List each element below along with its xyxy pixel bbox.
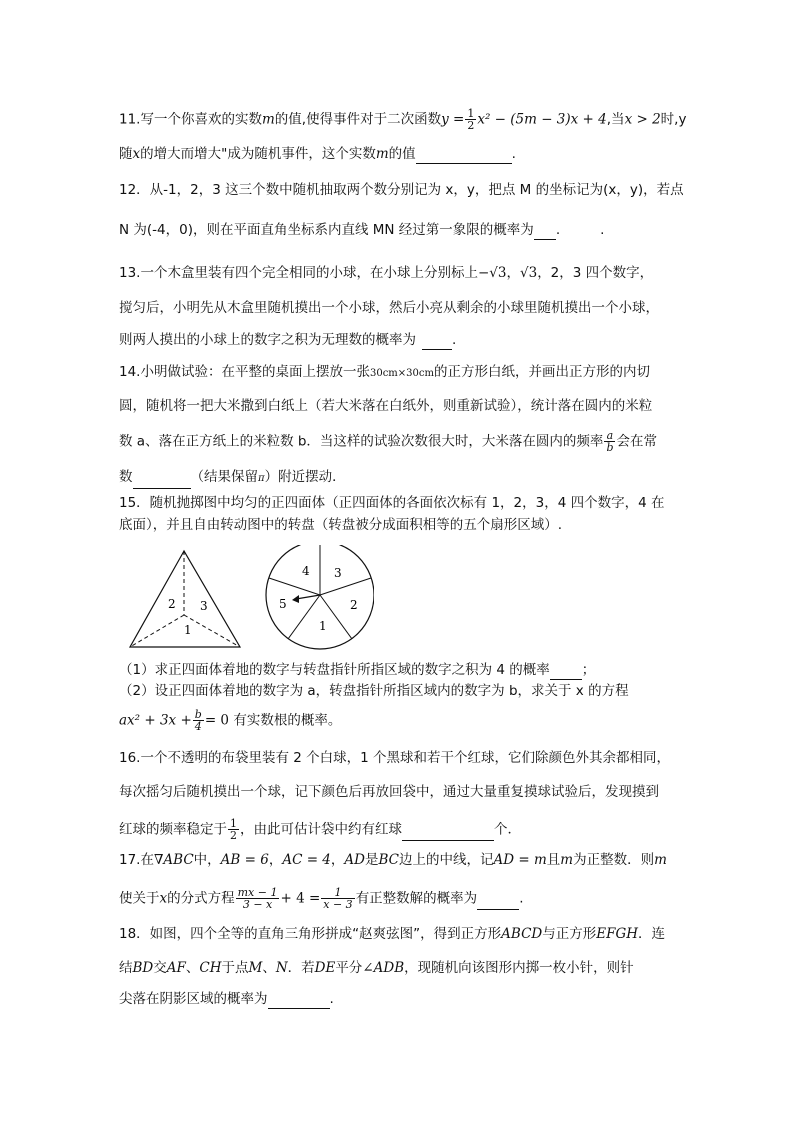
q18-angle: ∠ADB [362,960,405,976]
spinner-label-1: 1 [319,619,327,633]
q11-eq-post: x² − (5m − 3)x + 4 [477,111,607,128]
q18-l3-a: 尖落在阴影区域的概率为 [119,991,268,1007]
q12-l2-end: . [555,222,561,238]
q18-l2-g: 于点 [221,960,249,976]
q12-line1: 12．从-1，2，3 这三个数中随机抽取两个数分别记为 x，y，把点 M 的坐标记为(x，y)，若点 [119,182,684,198]
q17-l2-b: 的分式方程 [167,890,235,907]
q14-pi: π [258,473,265,484]
q18-l3-end: . [329,991,334,1007]
q17-ac: AC = 4 [282,852,331,868]
q17-j: 边上的中线，记 [398,852,494,868]
q14-line2: 圆，随机将一把大米撒到白纸上（若大米落在白纸外，则重新试验），统计落在圆内的米粒 [119,398,653,414]
q11-l2-x: x [132,146,141,162]
q17-m1: m [560,852,574,868]
q17-l: 且 [546,852,561,868]
q11-line1 [119,108,686,131]
q14-l4-b: （结果保留 [190,469,258,485]
q17-h: 是 [364,852,379,868]
q16-l3-a: 红球的频率稳定于 [119,821,227,838]
q14-l1-a: 14.小明做试验：在平整的桌面上摆放一张 [119,364,370,380]
q11-l2-end: . [511,146,516,162]
q18-de: DE [314,960,336,976]
q11-l2-b: 的增大而增大"成为随机事件，这个实数 [140,146,376,162]
q17-ad: AD [344,852,365,868]
q14-size: 30cm×30cm [369,368,434,379]
q15-line2: 底面），并且自由转动图中的转盘（转盘被分成面积相等的五个扇形区域）. [119,517,563,533]
q17-l2-end: . [519,890,524,907]
q18-line1 [119,924,665,944]
q11-eq-pre: y = [441,111,465,128]
q11-answer-blank[interactable] [416,149,512,164]
spinner-label-4: 4 [302,564,310,578]
q16-l3-b: ，由此可估计袋中约有红球 [240,821,402,838]
q13-sqrt3: √3 [519,265,538,281]
q11-l2-a: 随 [119,146,133,162]
q14-line3 [119,430,657,453]
q18-l2-m: 平分 [335,960,363,976]
q14-line4 [119,467,346,489]
q14-l4-a: 数 [119,469,133,485]
q15-part2: （2）设正四面体着地的数字为 a，转盘指针所指区域内的数字为 b，求关于 x 的方程 [119,683,629,699]
tetra-label-3: 3 [200,599,208,613]
q14-frac-den: b [606,441,614,454]
q17-frac1 [236,887,280,910]
q17-f: ， [330,852,345,868]
q14-l3-b: 会在常 [616,433,657,450]
q11-text-c: ,当 [606,111,625,128]
q18-line2 [119,958,634,978]
tetra-label-1: 1 [184,623,192,637]
q17-frac2-den: x − 3 [323,898,353,911]
q14-l1-b: 的正方形白纸，并画出正方形的内切 [433,364,650,380]
q13-l1-a: 13.一个木盒里装有四个完全相同的小球，在小球上分别标上 [119,265,478,281]
q18-n: N [275,960,288,976]
q18-ch: CH [199,960,222,976]
q17-l2-x: x [159,890,168,907]
q14-line1 [119,362,650,384]
q18-l2-c: 交 [153,960,167,976]
q17-frac1-num: mx − 1 [237,886,278,899]
q15-eq-a: ax² + 3x + [119,712,192,729]
q14-answer-blank[interactable] [133,474,191,489]
q15-frac-den: 4 [194,720,202,733]
q14-l3-a: 数 a、落在正方纸上的米粒数 b．当这样的试验次数很大时，大米落在圆内的频率 [119,433,604,450]
q15-part3 [119,709,341,732]
q11-frac [465,108,476,131]
q18-l1-e: ．连 [638,926,666,942]
q17-b: 中， [193,852,221,868]
q17-a: 17.在 [119,852,154,868]
q14-frac-num: a [604,430,615,442]
q18-efgh: EFGH [596,926,639,942]
q13-l1-c: ，2，3 四个数字， [537,265,654,281]
spinner-label-2: 2 [350,598,358,612]
q13-answer-blank[interactable] [422,335,452,350]
q18-l2-e: 、 [185,960,200,976]
q17-adm: AD = m [493,852,547,868]
q17-frac2-num: 1 [321,887,354,899]
q11-frac-den: 2 [467,119,475,132]
q13-line3 [119,330,456,350]
q17-bc: BC [378,852,399,868]
tetra-edge-right [184,615,240,647]
q18-line3 [119,989,334,1009]
q18-l2-i: 、 [262,960,276,976]
q15-line1: 15．随机抛掷图中均匀的正四面体（正四面体的各面依次标有 1，2，3，4 四个数字，4 在 [119,495,665,511]
q18-l1-a: 18．如图，四个全等的直角三角形拼成“赵爽弦图”，得到正方形 [119,926,502,942]
q15-part1 [119,660,595,680]
q15-frac [193,709,204,732]
q17-l2-a: 使关于 [119,890,160,907]
q11-l2-c: 的值 [388,146,416,162]
q16-frac-den: 2 [230,829,237,842]
q15-p1-blank[interactable] [550,665,582,680]
q13-neg-sqrt3: −√3 [477,265,507,281]
q16-frac [228,818,239,841]
q14-l4-c: ）附近摆动． [264,469,346,485]
q13-l3-text: 则两人摸出的小球上的数字之积为无理数的概率为 [119,332,416,348]
q16-answer-blank[interactable] [402,826,494,841]
q15-eq-b: = 0 [204,712,230,729]
q16-frac-num: 1 [230,817,237,830]
q13-l1-b: ， [506,265,520,281]
q11-l2-m: m [375,146,389,162]
q17-d: ， [268,852,283,868]
q18-bd: BD [132,960,154,976]
q17-ab: AB = 6 [220,852,269,868]
q17-line2 [119,887,523,910]
q17-line1 [119,850,667,870]
q18-af: AF [166,960,186,976]
q17-m2: m [654,852,667,868]
q11-text-b: 的值,使得事件对于二次函数 [274,111,442,128]
q11-text-d: 时,y [660,111,687,128]
tetra-label-2: 2 [168,597,176,611]
q11-line2 [119,144,516,164]
q17-n: 为正整数．则 [573,852,655,868]
q17-triangle: ∇ABC [153,852,194,868]
q11-cond: x > 2 [624,111,661,128]
q12-line2 [119,220,604,240]
q11-var-m: m [261,111,275,128]
q11-frac-num: 1 [467,107,475,120]
spinner-label-3: 3 [334,566,342,580]
q18-l1-c: 与正方形 [542,926,597,942]
spinner-overlay [264,545,374,655]
q16-line1: 16.一个不透明的布袋里装有 2 个白球，1 个黑球和若干个红球，它们除颜色外其余都相同， [119,750,671,766]
q14-frac [604,430,615,453]
q18-answer-blank[interactable] [268,994,330,1009]
q15-p1-end: ； [581,662,596,678]
q15-p1-text: （1）求正四面体着地的数字与转盘指针所指区域的数字之积为 4 的概率 [119,662,550,678]
q17-answer-blank[interactable] [477,895,519,910]
q16-line2: 每次摇匀后随机摸出一个球，记下颜色后再放回袋中，通过大量重复摸球试验后，发现摸到 [119,784,659,800]
q18-l2-a: 结 [119,960,133,976]
q18-l2-o: ，现随机向该图形内掷一枚小针，则针 [404,960,634,976]
q18-l2-k: ．若 [287,960,315,976]
q16-line3 [119,818,521,841]
q16-l3-c: 个． [494,821,521,838]
spinner-label-5: 5 [279,597,287,611]
q17-frac1-den: 3 − x [242,898,273,911]
tetra-edge-left [130,615,184,647]
q15-frac-num: b [194,708,202,721]
q12-stray-dot: . [600,222,605,238]
q17-l2-c: + 4 = [280,890,321,907]
q18-m: M [248,960,263,976]
q12-l2-text: N 为(-4，0)，则在平面直角坐标系内直线 MN 经过第一象限的概率为 [119,222,534,238]
q13-line1 [119,263,653,283]
q17-l2-d: 有正整数解的概率为 [355,890,478,907]
q17-frac2 [321,887,354,910]
tetrahedron-figure [130,551,240,647]
q18-abcd: ABCD [501,926,543,942]
q11-text-a: 11.写一个你喜欢的实数 [119,111,262,128]
q15-p3-c: 有实数根的概率。 [233,712,342,729]
q13-line2: 搅匀后，小明先从木盒里随机摸出一个小球，然后小亮从剩余的小球里随机摸出一个小球， [119,300,659,316]
q12-answer-blank[interactable] [534,225,556,240]
q13-l3-end: . [452,332,457,348]
